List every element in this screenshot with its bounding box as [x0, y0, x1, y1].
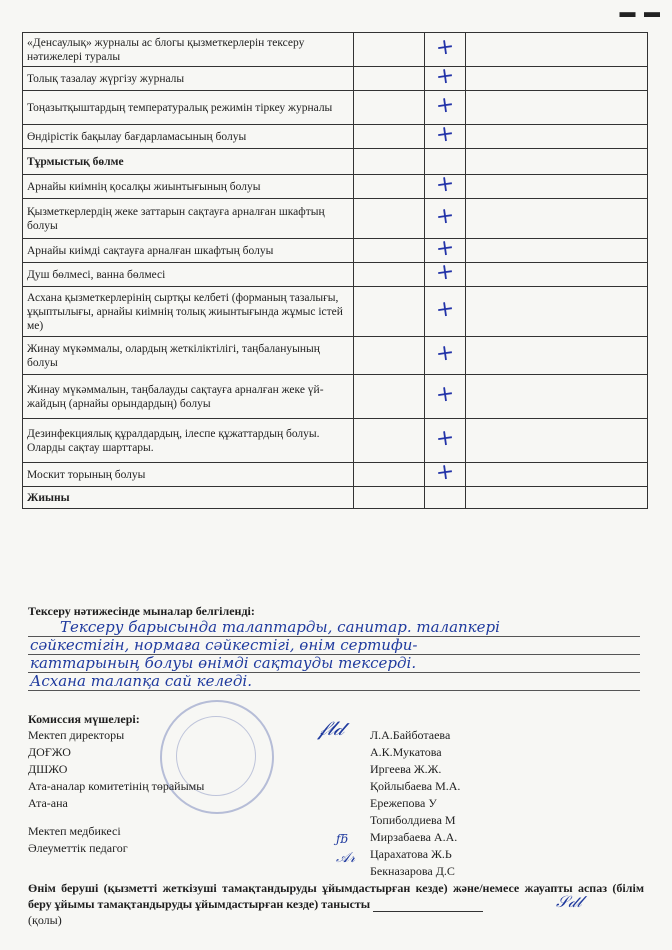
row-cell — [466, 199, 648, 239]
commission-role: ДОҒЖО — [28, 745, 71, 759]
commission-role: Ата-ана — [28, 796, 68, 810]
signature: 𝒻𝓁𝒹 — [318, 716, 344, 740]
row-label: Москит торының болуы — [23, 463, 354, 487]
row-mark-cell — [425, 62, 466, 91]
row-cell — [354, 149, 425, 175]
row-cell — [466, 175, 648, 199]
footer-sub: (қолы) — [28, 913, 62, 927]
table-row — [23, 337, 648, 375]
row-cell — [466, 67, 648, 91]
check-mark: + — [434, 380, 456, 409]
commission-role: Әлеуметтік педагог — [28, 841, 128, 855]
row-cell — [466, 33, 648, 67]
row-mark-cell — [425, 458, 466, 487]
check-mark: + — [434, 339, 456, 368]
row-mark-cell — [425, 337, 466, 375]
row-mark-cell — [425, 487, 466, 509]
row-label: Толық тазалау жүргізу журналы — [23, 67, 354, 91]
commission-name: А.К.Мукатова — [370, 745, 442, 759]
signature: 𝒮𝒹𝓁 — [556, 892, 582, 911]
table-row — [23, 419, 648, 463]
row-label: Тұрмыстық бөлме — [23, 149, 354, 175]
row-cell — [354, 487, 425, 509]
findings-rule — [28, 690, 640, 691]
findings-label: Тексеру нәтижесінде мыналар белгіленді: — [28, 604, 255, 618]
check-mark: + — [434, 424, 456, 453]
row-cell — [466, 91, 648, 125]
row-cell — [354, 175, 425, 199]
row-label: Арнайы киімді сақтауға арналған шкафтың болуы — [23, 239, 354, 263]
table-row — [23, 287, 648, 337]
row-label: «Денсаулық» журналы ас блогы қызметкерлерін тексеру нәтижелері туралы — [23, 33, 354, 67]
commission-role: Мектеп директоры — [28, 728, 125, 742]
table-row — [23, 91, 648, 125]
footer-statement — [28, 880, 644, 928]
row-cell — [354, 419, 425, 463]
commission-name: Топиболдиева М — [370, 813, 456, 827]
row-mark-cell — [425, 199, 466, 239]
findings-line-4: Асхана талапқа сай келеді. — [30, 672, 252, 690]
commission-name: Иргеева Ж.Ж. — [370, 762, 442, 776]
signature-line — [373, 899, 483, 912]
row-cell — [354, 263, 425, 287]
row-cell — [466, 337, 648, 375]
table-row — [23, 199, 648, 239]
row-cell — [466, 287, 648, 337]
commission-name: Қойлыбаева М.А. — [370, 779, 461, 793]
row-label: Тоңазытқыштардың температуралық режимін тіркеу журналы — [23, 91, 354, 125]
row-cell — [354, 463, 425, 487]
row-label: Жинау мүкәммалы, олардың жеткіліктілігі, таңбалануының болуы — [23, 337, 354, 375]
findings-line-3: каттарының болуы өнімді сақтауды тексерді. — [30, 654, 417, 672]
signature: ƒƃ — [336, 832, 349, 846]
row-cell — [466, 375, 648, 419]
row-cell — [354, 125, 425, 149]
check-mark: + — [434, 170, 456, 199]
row-cell — [354, 239, 425, 263]
table-row — [23, 67, 648, 91]
row-cell — [354, 337, 425, 375]
row-cell — [466, 419, 648, 463]
table-row — [23, 175, 648, 199]
row-label: Өндірістік бақылау бағдарламасының болуы — [23, 125, 354, 149]
commission-name: Бекназарова Д.С — [370, 864, 455, 878]
row-cell — [354, 287, 425, 337]
row-cell — [466, 487, 648, 509]
commission-name: Ережепова У — [370, 796, 437, 810]
row-cell — [466, 263, 648, 287]
row-label: Қызметкерлердің жеке заттарын сақтауға арналған шкафтың болуы — [23, 199, 354, 239]
section-row — [23, 149, 648, 175]
row-mark-cell — [425, 258, 466, 287]
commission-name: Л.А.Байботаева — [370, 728, 451, 742]
row-mark-cell — [425, 419, 466, 463]
findings-line-2: сәйкестігін, нормаға сәйкестігі, өнім сертифи- — [30, 636, 418, 654]
row-mark-cell — [425, 33, 466, 67]
row-label: Душ бөлмесі, ванна бөлмесі — [23, 263, 354, 287]
table-row — [23, 33, 648, 67]
section-row — [23, 487, 648, 509]
row-mark-cell — [425, 149, 466, 175]
row-cell — [354, 91, 425, 125]
checklist-table — [22, 32, 648, 509]
check-mark: + — [434, 234, 456, 263]
row-cell — [354, 199, 425, 239]
table-row — [23, 375, 648, 419]
row-cell — [354, 375, 425, 419]
check-mark: + — [434, 202, 456, 231]
row-cell — [466, 125, 648, 149]
commission-name: Мирзабаева А.А. — [370, 830, 458, 844]
row-label: Жиыны — [23, 487, 354, 509]
commission-role: Мектеп медбикесі — [28, 824, 121, 838]
check-mark: + — [434, 62, 456, 91]
commission-role: Ата-аналар комитетінің төрайымы — [28, 779, 205, 793]
table-row — [23, 463, 648, 487]
check-mark: + — [434, 458, 456, 487]
row-mark-cell — [425, 170, 466, 199]
row-label: Арнайы киімнің қосалқы жиынтығының болуы — [23, 175, 354, 199]
commission-label: Комиссия мүшелері: — [28, 712, 140, 726]
row-cell — [354, 33, 425, 67]
row-label: Дезинфекциялық құралдардың, ілеспе құжаттардың болуы. Оларды сақтау шарттары. — [23, 419, 354, 463]
check-mark: + — [434, 295, 456, 324]
check-mark: + — [434, 258, 456, 287]
check-mark: + — [434, 91, 456, 120]
commission-role: ДШЖО — [28, 762, 68, 776]
footer-text: Өнім беруші (қызметті жеткізуші тамақтандыруды ұйымдастырған кезде) және/немесе жауапты аспаз (білім беру ұйымы тамақтандыруды ұйымдастырған кезде) танысты — [28, 881, 644, 911]
findings-line-1: Тексеру барысында талаптарды, санитар. талапкері — [60, 618, 500, 636]
row-label: Жинау мүкәммалын, таңбалауды сақтауға арналған жеке үй-жайдың (арнайы орындардың) болуы — [23, 375, 354, 419]
row-mark-cell — [425, 287, 466, 337]
row-mark-cell — [425, 375, 466, 419]
row-cell — [466, 239, 648, 263]
row-cell — [354, 67, 425, 91]
row-mark-cell — [425, 91, 466, 125]
check-mark: + — [434, 120, 456, 149]
commission-name: Царахатова Ж.Ь — [370, 847, 452, 861]
row-cell — [466, 463, 648, 487]
signature: 𝒜𝓇 — [336, 850, 356, 866]
table-row — [23, 263, 648, 287]
table-row — [23, 239, 648, 263]
check-mark: + — [434, 33, 456, 62]
row-label: Асхана қызметкерлерінің сыртқы келбеті (форманың тазалығы, ұқыптылығы, арнайы киімнің толық жиынтығында жұмыс істей ме) — [23, 287, 354, 337]
table-row — [23, 125, 648, 149]
row-cell — [466, 149, 648, 175]
row-mark-cell — [425, 120, 466, 149]
corner-mark: ▬ ▬ — [619, 4, 662, 21]
